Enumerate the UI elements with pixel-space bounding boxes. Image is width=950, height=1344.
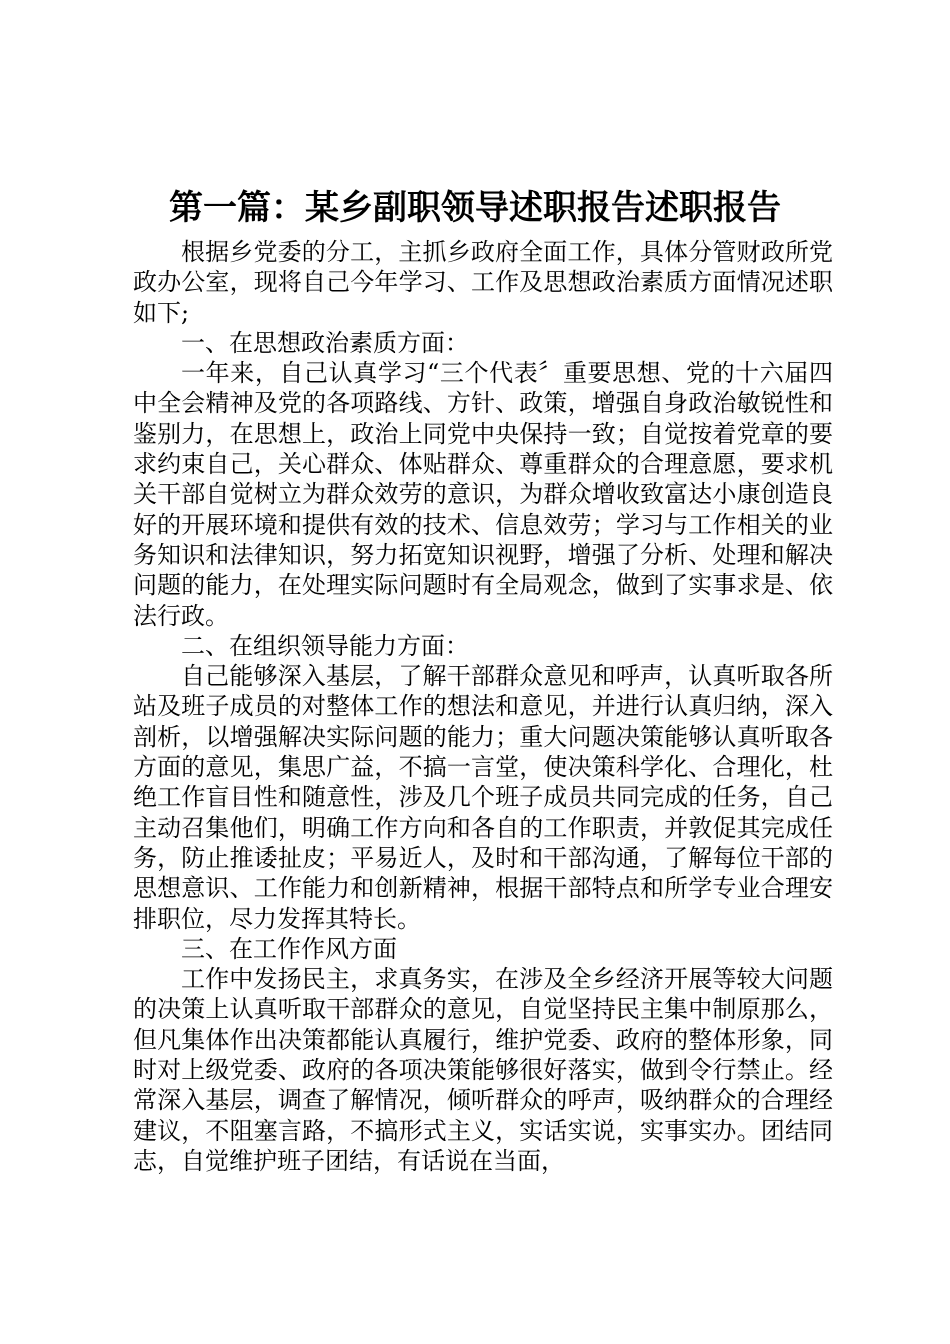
section-heading-leadership: 二、在组织领导能力方面： [181,631,469,660]
leadership-paragraph: 自己能够深入基层，了解干部群众意见和呼声，认真听取各所站及班子成员的对整体工作的想法和意见，并进行认真归纳，深入剖析，以增强解决实际问题的能力；重大问题决策能够认真听取各方面的意见，集思广益，不搞一言堂，使决策科学化、合理化，杜绝工作盲目性和随意性，涉及几个班子成员共同完成的任务，自己主动召集他们，明确工作方向和各自的工作职责，并敦促其完成任务，防止推诿扯皮；平易近人，及时和干部沟通，了解每位干部的思想意识、工作能力和创新精神，根据干部特点和所学专业合理安排职位，尽力发挥其特长。 [133,662,833,933]
work-style-paragraph: 工作中发扬民主，求真务实，在涉及全乡经济开展等较大问题的决策上认真听取干部群众的意见，自觉坚持民主集中制原那么，但凡集体作出决策都能认真履行，维护党委、政府的整体形象，同时对上级党委、政府的各项决策能够很好落实，做到令行禁止。经常深入基层，调查了解情况，倾听群众的呼声，吸纳群众的合理经建议，不阻塞言路，不搞形式主义，实话实说，实事实办。团结同志，自觉维护班子团结，有话说在当面， [133,965,833,1175]
document-body [133,237,833,1176]
section-heading-political: 一、在思想政治素质方面： [181,328,469,357]
political-paragraph: 一年来，自己认真学习“三个代表〞重要思想、党的十六届四中全会精神及党的各项路线、方针、政策，增强自身政治敏锐性和鉴别力，在思想上，政治上同党中央保持一致；自觉按着党章的要求约束自己，关心群众、体贴群众、尊重群众的合理意愿，要求机关干部自觉树立为群众效劳的意识，为群众增收致富达小康创造良好的开展环境和提供有效的技术、信息效劳；学习与工作相关的业务知识和法律知识，努力拓宽知识视野，增强了分析、处理和解决问题的能力，在处理实际问题时有全局观念，做到了实事求是、依法行政。 [133,359,833,630]
intro-paragraph: 根据乡党委的分工，主抓乡政府全面工作，具体分管财政所党政办公室，现将自己今年学习、工作及思想政治素质方面情况述职如下; [133,238,833,327]
document-title: 第一篇：某乡副职领导述职报告述职报告 [169,188,781,228]
section-heading-work-style: 三、在工作作风方面 [181,934,397,963]
